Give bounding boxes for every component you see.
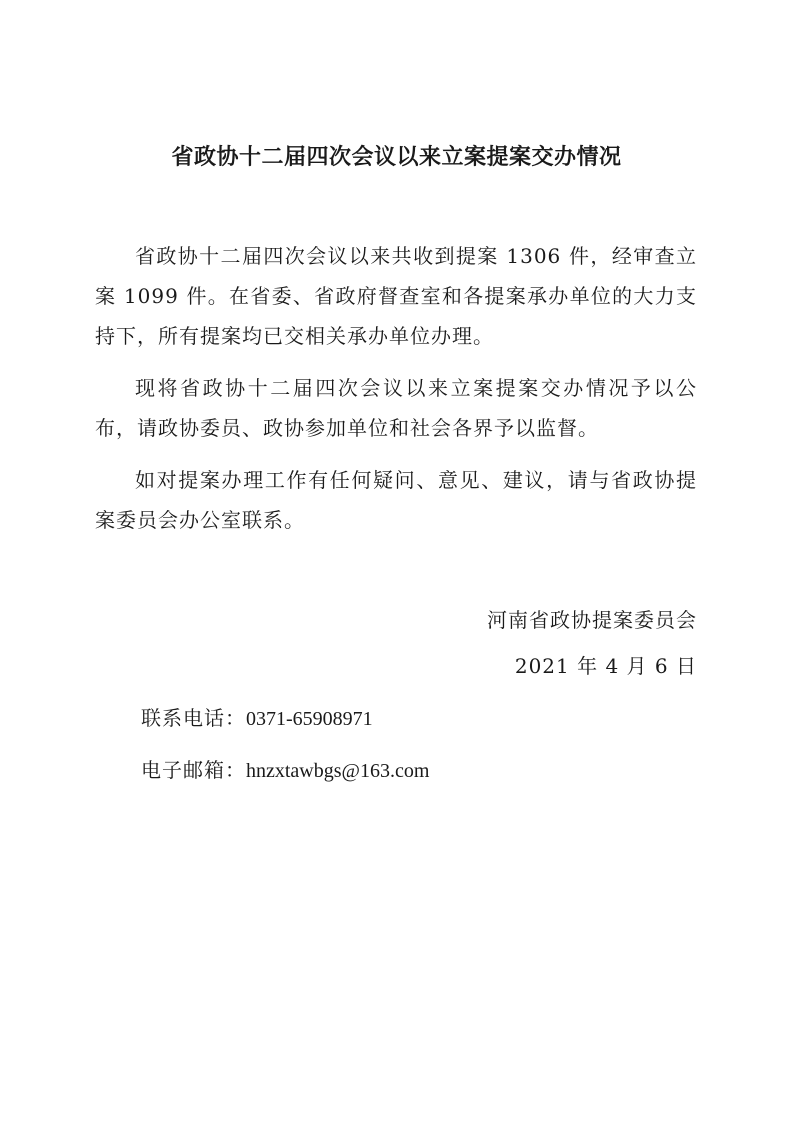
phone-number: 0371-65908971 <box>246 708 373 730</box>
contact-email-row <box>141 750 429 791</box>
contact-phone-row <box>141 698 373 739</box>
paragraph-summary: 省政协十二届四次会议以来共收到提案 1306 件，经审查立案 1099 件。在省委、省政府督查室和各提案承办单位的大力支持下，所有提案均已交相关承办单位办理。 <box>95 244 697 348</box>
signature-organization: 河南省政协提案委员会 <box>487 608 697 632</box>
signature-date: 2021 年 4 月 6 日 <box>514 654 697 678</box>
paragraph-contact-note: 如对提案办理工作有任何疑问、意见、建议，请与省政协提案委员会办公室联系。 <box>95 468 697 532</box>
email-label: 电子邮箱： <box>141 758 246 782</box>
email-address: hnzxtawbgs@163.com <box>246 760 430 782</box>
paragraph-announcement: 现将省政协十二届四次会议以来立案提案交办情况予以公布，请政协委员、政协参加单位和社会各界予以监督。 <box>95 376 697 440</box>
phone-label: 联系电话： <box>141 706 246 730</box>
document-title: 省政协十二届四次会议以来立案提案交办情况 <box>171 145 622 170</box>
